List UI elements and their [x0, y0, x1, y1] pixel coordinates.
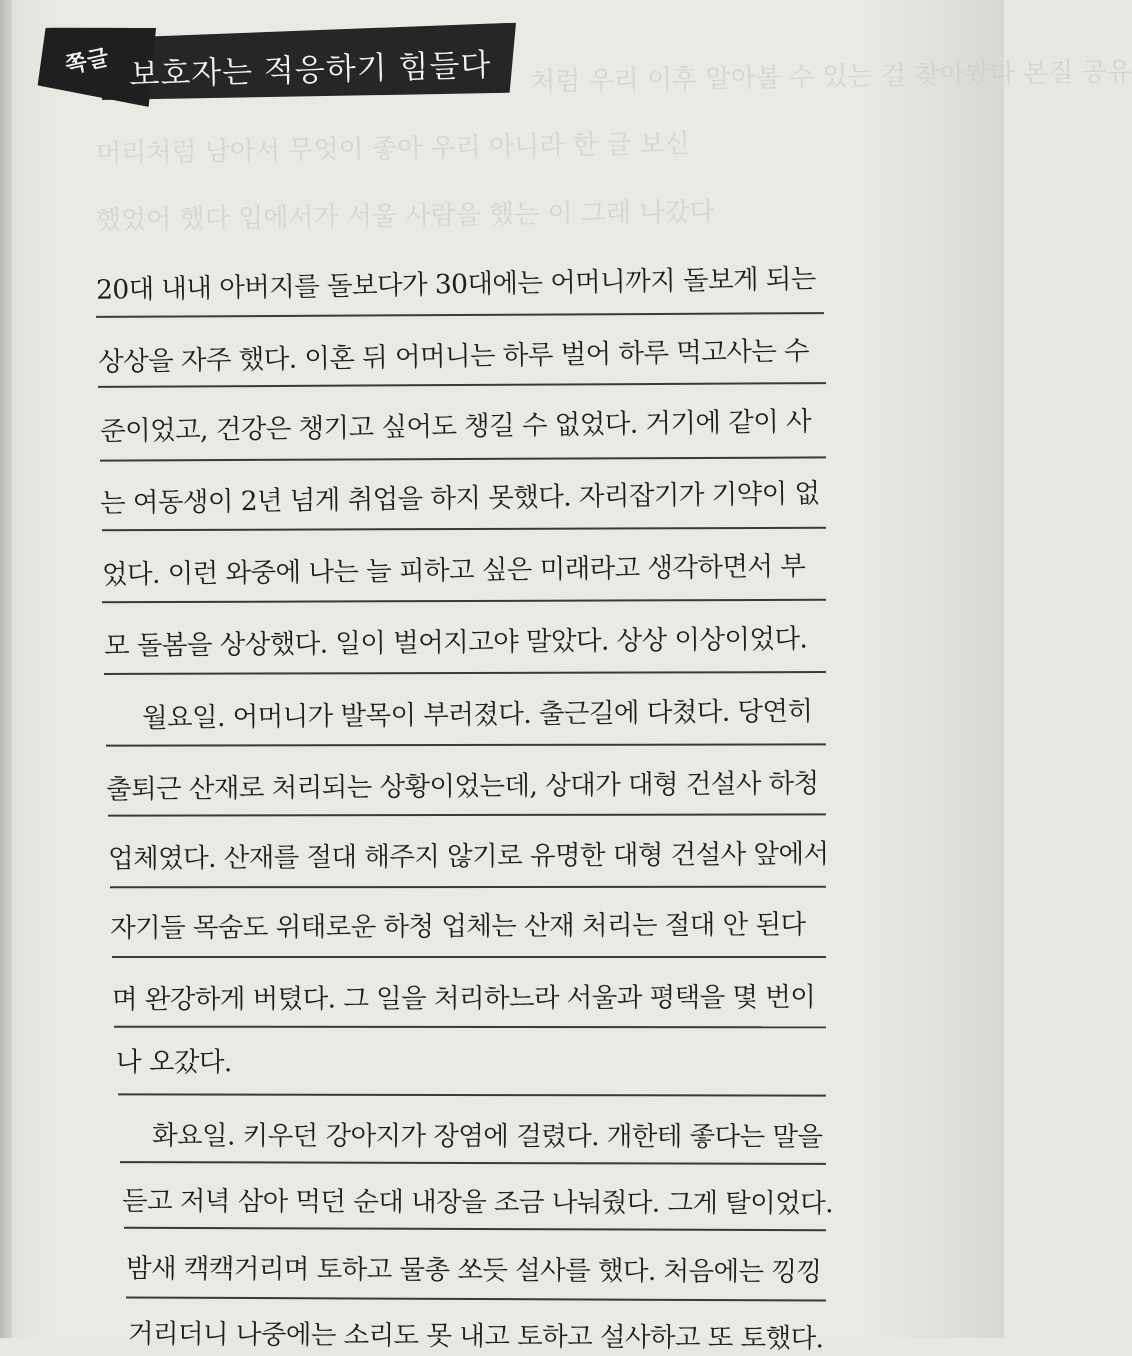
- line-rule: [112, 956, 826, 958]
- body-line: 며 완강하게 버텼다. 그 일을 처리하느라 서울과 평택을 몇 번이: [111, 981, 816, 1016]
- line-rule: [106, 743, 826, 746]
- line-rule: [120, 1161, 826, 1164]
- line-rule: [102, 527, 826, 531]
- line-rule: [108, 813, 826, 816]
- line-rule: [118, 1093, 826, 1096]
- body-line: 나 오갔다.: [116, 1047, 232, 1078]
- body-line: 듣고 저녁 삼아 먹던 순대 내장을 조금 나눠줬다. 그게 탈이었다.: [121, 1185, 834, 1220]
- banner-tag-label: 쪽글: [63, 45, 112, 79]
- line-rule: [104, 671, 826, 674]
- line-rule: [114, 1026, 826, 1028]
- body-line: 준이었고, 건강은 챙기고 싶어도 챙길 수 없었다. 거기에 같이 사: [99, 406, 812, 448]
- bleed-through-text: 머리처럼 남아서 무엇이 좋아 우리 아니라 한 글 보신: [95, 128, 690, 170]
- body-line: 자기들 목숨도 위태로운 하청 업체는 산재 처리는 절대 안 된다: [109, 909, 806, 944]
- body-line: 었다. 이런 와중에 나는 늘 피하고 싶은 미래라고 생각하면서 부: [101, 550, 806, 591]
- chapter-banner: [36, 14, 522, 123]
- body-line: 는 여동생이 2년 넘게 취업을 하지 못했다. 자리잡기가 기약이 없: [99, 478, 820, 520]
- line-rule: [98, 382, 826, 387]
- line-rule: [96, 312, 824, 317]
- bleed-through-text: 처럼 우리 이후 알아볼 수 있는 걸 찾아봤다 본질 공유: [529, 56, 1132, 98]
- line-rule: [126, 1296, 826, 1301]
- page-gutter: [0, 0, 12, 1338]
- body-line: 상상을 자주 했다. 이혼 뒤 어머니는 하루 벌어 하루 먹고사는 수: [97, 335, 810, 378]
- line-rule: [124, 1227, 826, 1231]
- line-rule: [102, 599, 826, 603]
- body-line: 월요일. 어머니가 발목이 부러졌다. 출근길에 다쳤다. 당연히: [141, 695, 813, 734]
- line-rule: [110, 886, 826, 888]
- body-line: 밤새 캑캑거리며 토하고 물총 쏘듯 설사를 했다. 처음에는 낑낑: [125, 1253, 822, 1288]
- body-line: 업체였다. 산재를 절대 해주지 않기로 유명한 대형 건설사 앞에서: [107, 838, 829, 875]
- body-line: 모 돌봄을 상상했다. 일이 벌어지고야 말았다. 상상 이상이었다.: [103, 623, 808, 662]
- body-line: 출퇴근 산재로 처리되는 상황이었는데, 상대가 대형 건설사 하청: [105, 767, 819, 806]
- body-line: 화요일. 키우던 강아지가 장염에 걸렸다. 개한테 좋다는 말을: [151, 1120, 823, 1153]
- line-rule: [100, 456, 826, 461]
- bleed-through-text: 했었어 했다 입에서가 서울 사람을 했는 이 그래 나갔다: [95, 197, 715, 236]
- section-title: 보호자는 적응하기 힘들다: [128, 47, 492, 94]
- body-line: 20대 내내 아버지를 돌보다가 30대에는 어머니까지 돌보게 되는: [95, 263, 817, 306]
- body-line: 거리더니 나중에는 소리도 못 내고 토하고 설사하고 또 토했다.: [127, 1318, 824, 1355]
